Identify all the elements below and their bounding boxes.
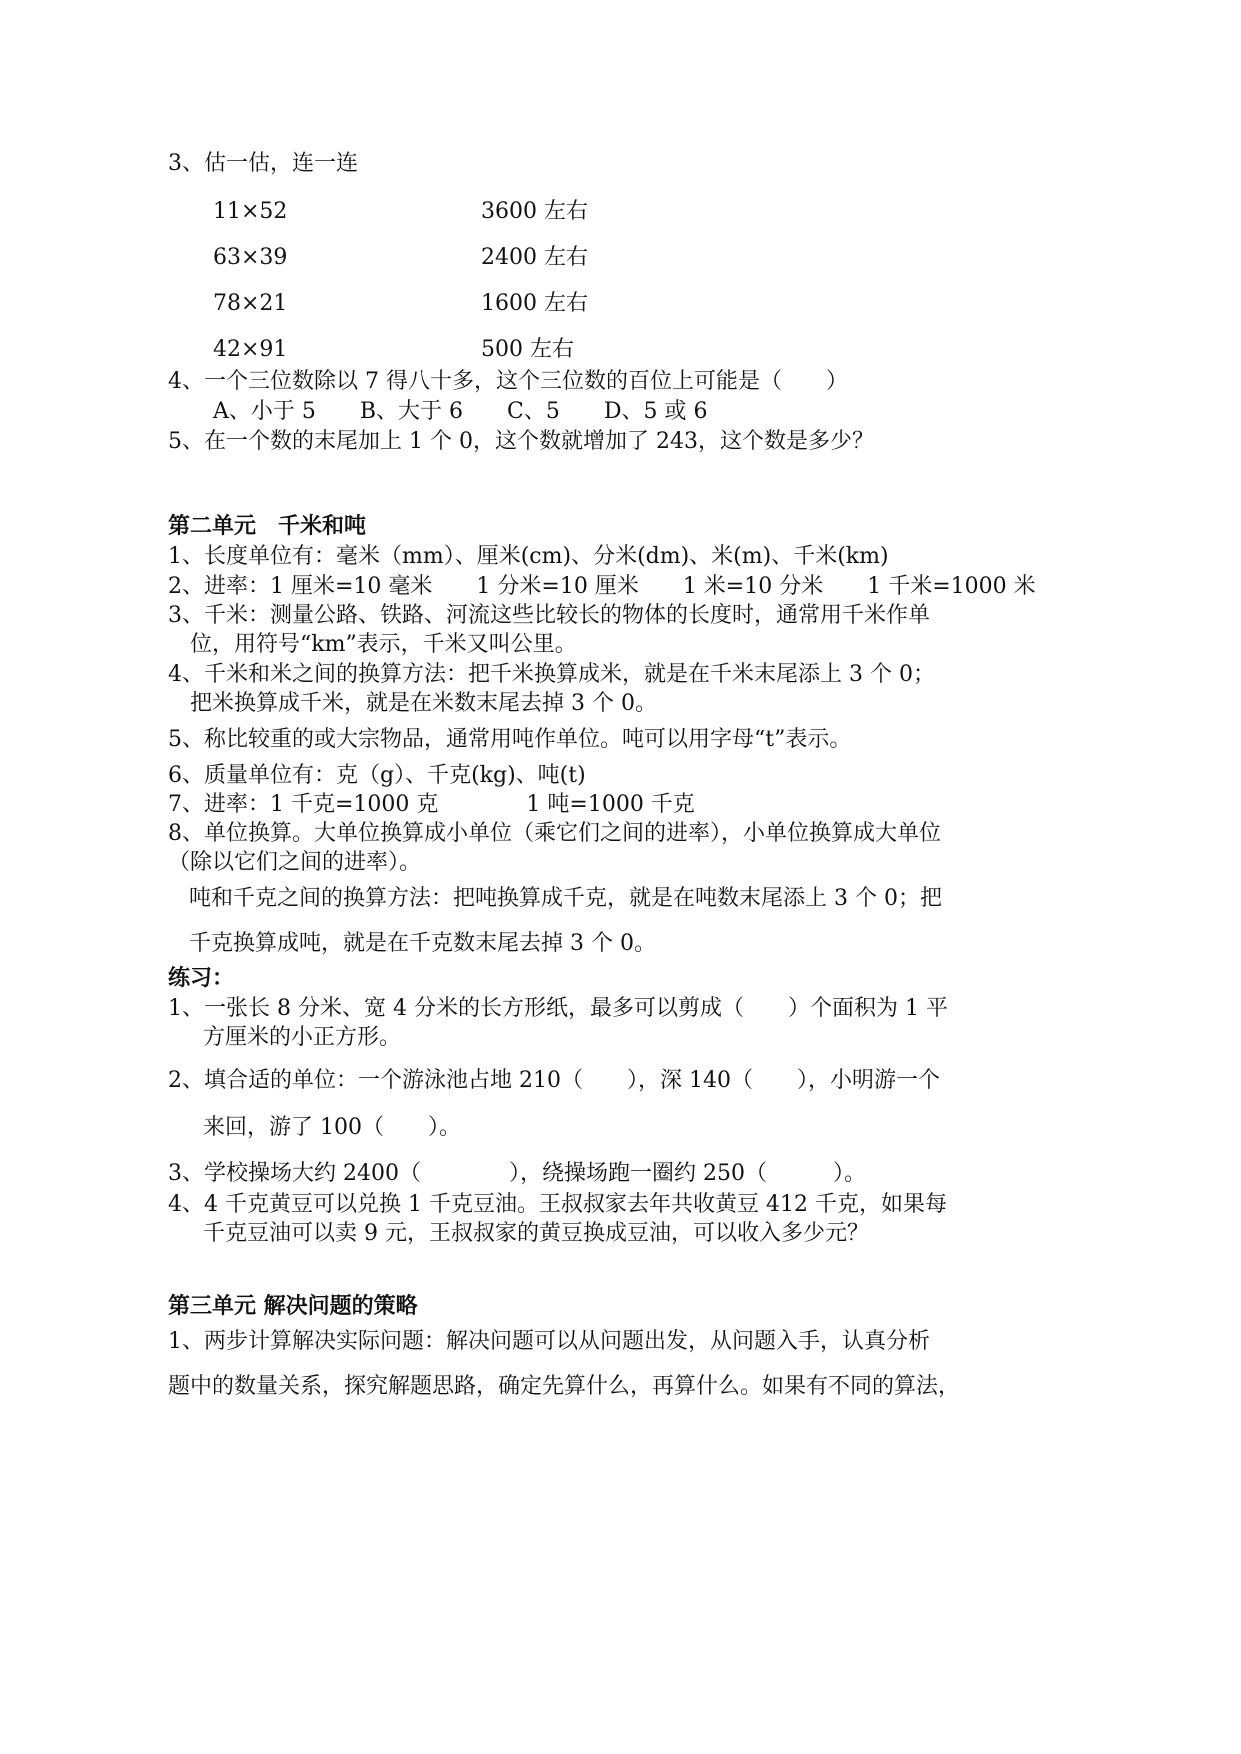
practice-3: 3、学校操场大约 2400（ ），绕操场跑一圈约 250（ ）。 — [168, 1161, 866, 1186]
q3-right-2: 2400 左右 — [481, 245, 588, 270]
unit2-heading: 第二单元 千米和吨 — [168, 514, 367, 539]
q3-right-3: 1600 左右 — [481, 291, 588, 316]
q3-title: 3、估一估，连一连 — [168, 151, 358, 176]
q3-right-4: 500 左右 — [481, 337, 574, 362]
unit2-item-1: 1、长度单位有：毫米（mm）、厘米(cm)、分米(dm)、米(m)、千米(km) — [168, 544, 889, 569]
practice-4b: 千克豆油可以卖 9 元，王叔叔家的黄豆换成豆油，可以收入多少元？ — [203, 1221, 869, 1246]
q3-left-3: 78×21 — [213, 291, 288, 316]
practice-2b: 来回，游了 100（ ）。 — [203, 1115, 461, 1140]
unit3-heading: 第三单元 解决问题的策略 — [168, 1294, 418, 1319]
practice-heading: 练习： — [168, 966, 235, 991]
q3-left-1: 11×52 — [213, 199, 288, 224]
unit3-line-1: 1、两步计算解决实际问题：解决问题可以从问题出发，从问题入手，认真分析 — [168, 1329, 930, 1354]
practice-4a: 4、4 千克黄豆可以兑换 1 千克豆油。王叔叔家去年共收黄豆 412 千克，如果每 — [168, 1192, 947, 1217]
unit2-item-4b: 把米换算成千米，就是在米数末尾去掉 3 个 0。 — [168, 691, 657, 716]
unit3-line-2: 题中的数量关系，探究解题思路，确定先算什么，再算什么。如果有不同的算法， — [168, 1374, 961, 1399]
unit2-item-7: 7、进率：1 千克=1000 克 1 吨=1000 千克 — [168, 792, 695, 817]
unit2-item-3a: 3、千米：测量公路、铁路、河流这些比较长的物体的长度时，通常用千米作单 — [168, 603, 930, 628]
q4-options: A、小于 5 B、大于 6 C、5 D、5 或 6 — [213, 399, 708, 424]
unit2-conversion-2: 千克换算成吨，就是在千克数末尾去掉 3 个 0。 — [189, 931, 656, 956]
q3-right-1: 3600 左右 — [481, 199, 588, 224]
q3-left-4: 42×91 — [213, 337, 288, 362]
unit2-item-8a: 8、单位换算。大单位换算成小单位（乘它们之间的进率），小单位换算成大单位 — [168, 821, 941, 846]
unit2-item-2: 2、进率：1 厘米=10 毫米 1 分米=10 厘米 1 米=10 分米 1 千米=1000 米 — [168, 574, 1036, 599]
practice-1a: 1、一张长 8 分米、宽 4 分米的长方形纸，最多可以剪成（ ）个面积为 1 平 — [168, 996, 948, 1021]
q5-text: 5、在一个数的末尾加上 1 个 0，这个数就增加了 243，这个数是多少？ — [168, 429, 874, 454]
q3-left-2: 63×39 — [213, 245, 288, 270]
q4-text: 4、一个三位数除以 7 得八十多，这个三位数的百位上可能是（ ） — [168, 369, 848, 394]
unit2-item-3b: 位，用符号“km”表示，千米又叫公里。 — [168, 632, 577, 657]
unit2-item-5: 5、称比较重的或大宗物品，通常用吨作单位。吨可以用字母“t”表示。 — [168, 727, 852, 752]
unit2-item-6: 6、质量单位有：克（g）、千克(kg)、吨(t) — [168, 763, 586, 788]
practice-1b: 方厘米的小正方形。 — [203, 1025, 402, 1050]
unit2-item-4a: 4、千米和米之间的换算方法：把千米换算成米，就是在千米末尾添上 3 个 0； — [168, 662, 935, 687]
unit2-conversion-1: 吨和千克之间的换算方法：把吨换算成千克，就是在吨数末尾添上 3 个 0；把 — [189, 886, 942, 911]
unit2-item-8b: （除以它们之间的进率）。 — [168, 850, 422, 875]
practice-2a: 2、填合适的单位：一个游泳池占地 210（ ），深 140（ ），小明游一个 — [168, 1068, 940, 1093]
